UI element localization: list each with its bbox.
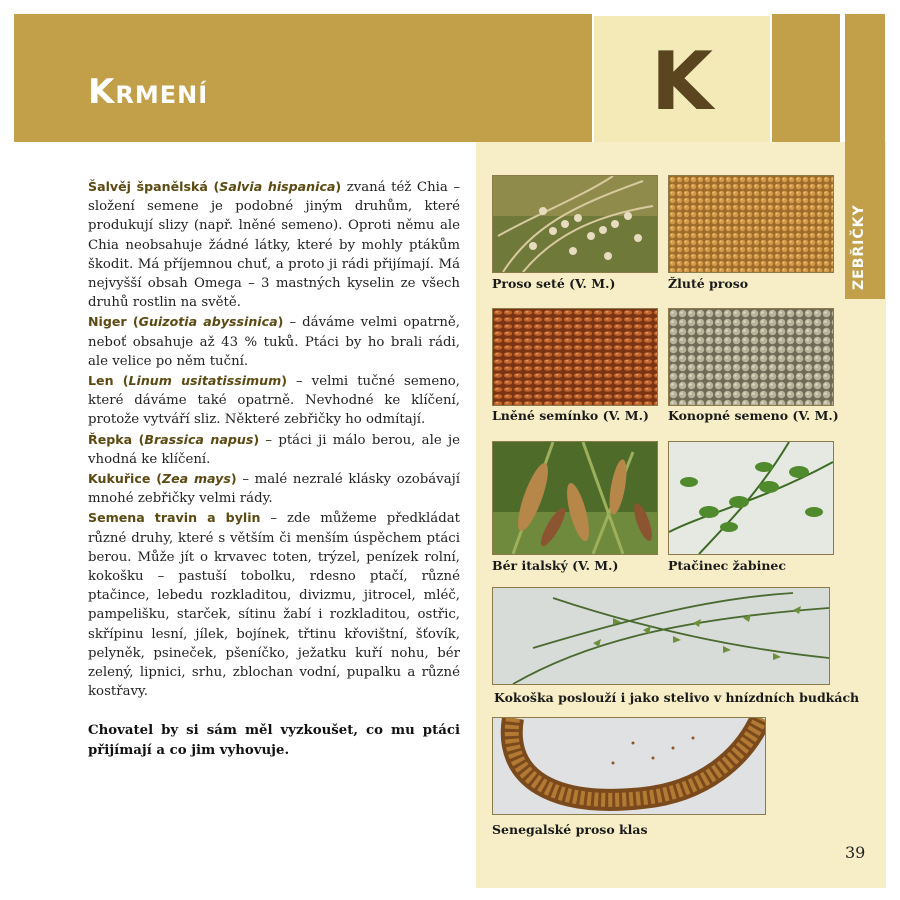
caption-ptacinec-zabinec: Ptačinec žabinec xyxy=(668,558,786,573)
photo-senegalske-proso xyxy=(492,717,766,815)
photo-konopne-semeno xyxy=(668,308,834,406)
caption-ber-italsky: Bér italský (V. M.) xyxy=(492,558,619,573)
caption-lnene-seminko: Lněné semínko (V. M.) xyxy=(492,408,649,423)
paragraph-len: Len (Linum usitatissimum) – velmi tučné semeno, které dáváme také opatrně. Nevhodné ke klíčení, protože vytváří sliz. Některé zebřičky ho odmítají. xyxy=(88,373,460,428)
photo-zlute-proso xyxy=(668,175,834,273)
paragraph-repka: Řepka (Brassica napus) – ptáci ji málo berou, ale je vhodná ke klíčení. xyxy=(88,431,461,467)
caption-zlute-proso: Žluté proso xyxy=(668,276,749,291)
section-letter: K xyxy=(651,35,713,128)
page-number: 39 xyxy=(845,843,866,862)
caption-senegalske-proso: Senegalské proso klas xyxy=(492,822,648,837)
caption-proso-sete: Proso seté (V. M.) xyxy=(492,276,616,291)
closing-paragraph: Chovatel by si sám měl vyzkoušet, co mu ptáci přijímají a co jim vyhovuje. xyxy=(88,723,460,758)
photo-kokoska xyxy=(492,587,830,685)
side-tab-label: ZEBŘIČKY xyxy=(851,204,867,290)
paragraph-niger: Niger (Guizotia abyssinica) – dáváme velmi opatrně, neboť obsahuje až 43 % tuků. Ptáci by ho brali rádi, ale velice po něm tuční. xyxy=(88,314,460,369)
photo-proso-sete xyxy=(492,175,658,273)
paragraph-chia: Šalvěj španělská (Salvia hispanica) zvaná též Chia – složení semene je podobné jiným druhům, které produkují slizy (např. lněné semeno). Oproti němu ale Chia neobsahuje žádné látky, které by mohly ptákům škodit. Má příjemnou chuť, a proto ji rádi přijímají. Má nejvyšší obsah Omega – 3 mastných kyselin ze všech druhů rostlin na světě. xyxy=(88,179,460,311)
body-text xyxy=(88,177,460,760)
photo-ptacinec-zabinec xyxy=(668,441,834,555)
paragraph-semena: Semena travin a bylin – zde můžeme předkládat různé druhy, které s větším či menším úspěchem ptáci berou. Může jít o krvavec toten, trýzel, penízek rolní, kokošku – pastuší tobolku, rdesno ptačí, různé ptačince, lebedu rozkladitou, divizmu, jitrocel, mléč, pampelišku, starček, sítinu žabí i rozkladitou, ostřic, skřípinu lesní, jílek, bojínek, třtinu křovištní, šťovík, pelyněk, psineček, pšeníčko, ježatku kuří nohu, bér zelený, lipnici, srhu, zblochan vodní, pupalku a různé kostřavy. xyxy=(88,510,460,700)
caption-kokoska: Kokoška poslouží i jako stelivo v hnízdních budkách xyxy=(494,690,860,705)
page-title: Krmení xyxy=(88,72,209,112)
section-letter-box xyxy=(592,14,772,154)
photo-ber-italsky xyxy=(492,441,658,555)
photo-lnene-seminko xyxy=(492,308,658,406)
paragraph-kukurice: Kukuřice (Zea mays) – malé nezralé klásky ozobávají mnohé zebřičky velmi rády. xyxy=(88,471,460,507)
caption-konopne-semeno: Konopné semeno (V. M.) xyxy=(668,408,839,423)
